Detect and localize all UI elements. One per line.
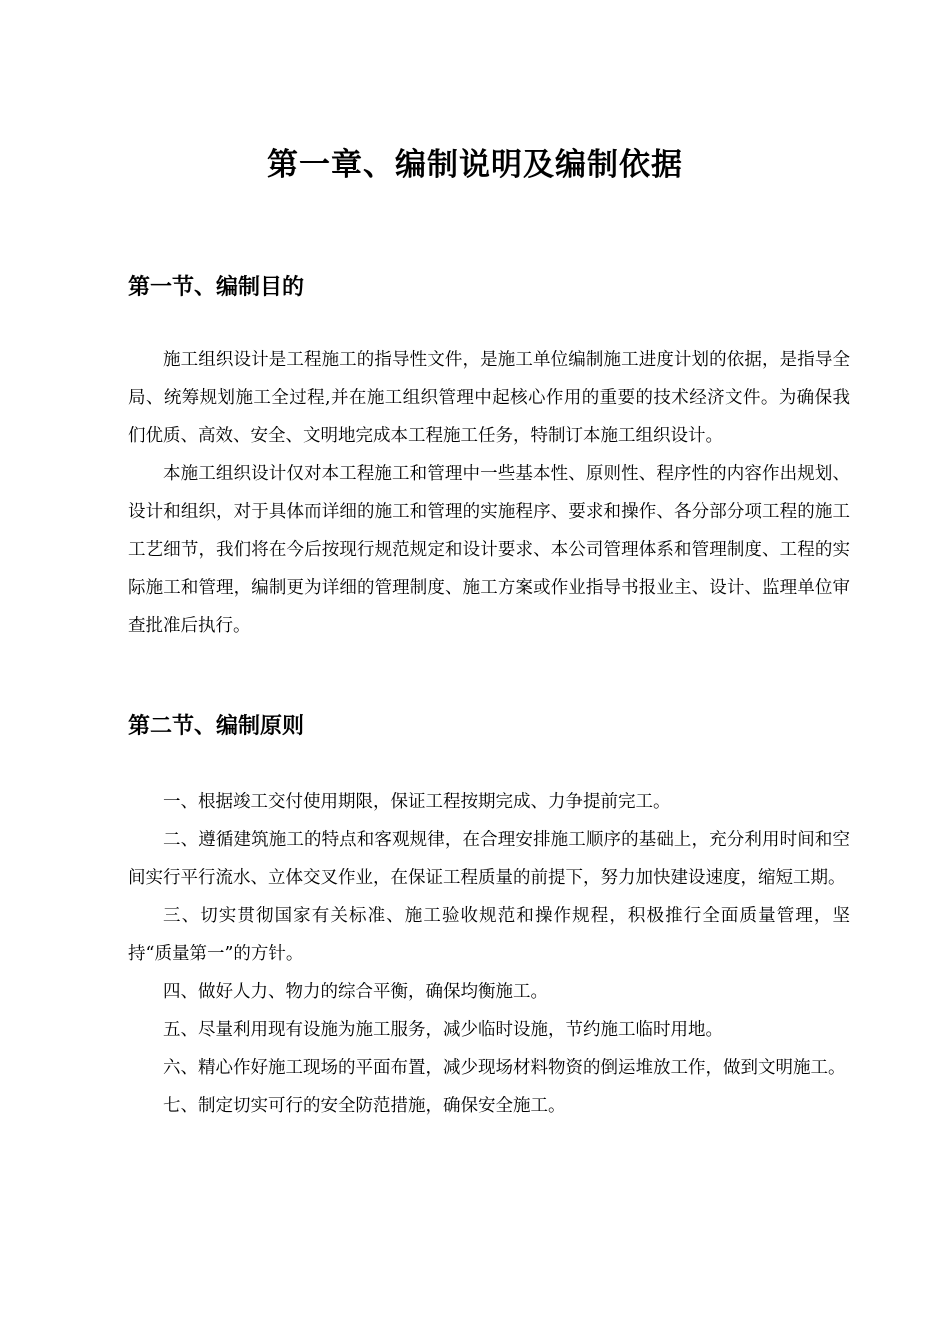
section-title-principles: 第二节、编制原则 (128, 714, 305, 739)
principle-item: 六、精心作好施工现场的平面布置，减少现场材料物资的倒运堆放工作，做到文明施工。 (163, 1058, 846, 1078)
section-body-principles (128, 783, 850, 1125)
paragraph: 本施工组织设计仅对本工程施工和管理中一些基本性、原则性、程序性的内容作出规划、设计和组织，对于具体而详细的施工和管理的实施程序、要求和操作、各分部分项工程的施工工艺细节，我们将在今后按现行规范规定和设计要求、本公司管理体系和管理制度、工程的实际施工和管理，编制更为详细的管理制度、施工方案或作业指导书报业主、设计、监理单位审查批准后执行。 (128, 464, 850, 636)
principle-item: 四、做好人力、物力的综合平衡，确保均衡施工。 (163, 982, 548, 1002)
principle-item: 七、制定切实可行的安全防范措施，确保安全施工。 (163, 1096, 566, 1116)
principle-item: 二、遵循建筑施工的特点和客观规律，在合理安排施工顺序的基础上，充分利用时间和空间实行平行流水、立体交叉作业，在保证工程质量的前提下，努力加快建设速度，缩短工期。 (128, 830, 850, 888)
section-body-purpose (128, 341, 850, 645)
principle-item: 五、尽量利用现有设施为施工服务，减少临时设施，节约施工临时用地。 (163, 1020, 723, 1040)
principle-item: 一、根据竣工交付使用期限，保证工程按期完成、力争提前完工。 (163, 792, 671, 812)
principle-item: 三、切实贯彻国家有关标准、施工验收规范和操作规程，积极推行全面质量管理，坚持“质量第一”的方针。 (128, 906, 850, 964)
paragraph: 施工组织设计是工程施工的指导性文件，是施工单位编制施工进度计划的依据，是指导全局、统筹规划施工全过程,并在施工组织管理中起核心作用的重要的技术经济文件。为确保我们优质、高效、安全、文明地完成本工程施工任务，特制订本施工组织设计。 (128, 350, 850, 446)
section-title-purpose: 第一节、编制目的 (128, 275, 305, 300)
chapter-title: 第一章、编制说明及编制依据 (267, 147, 683, 183)
